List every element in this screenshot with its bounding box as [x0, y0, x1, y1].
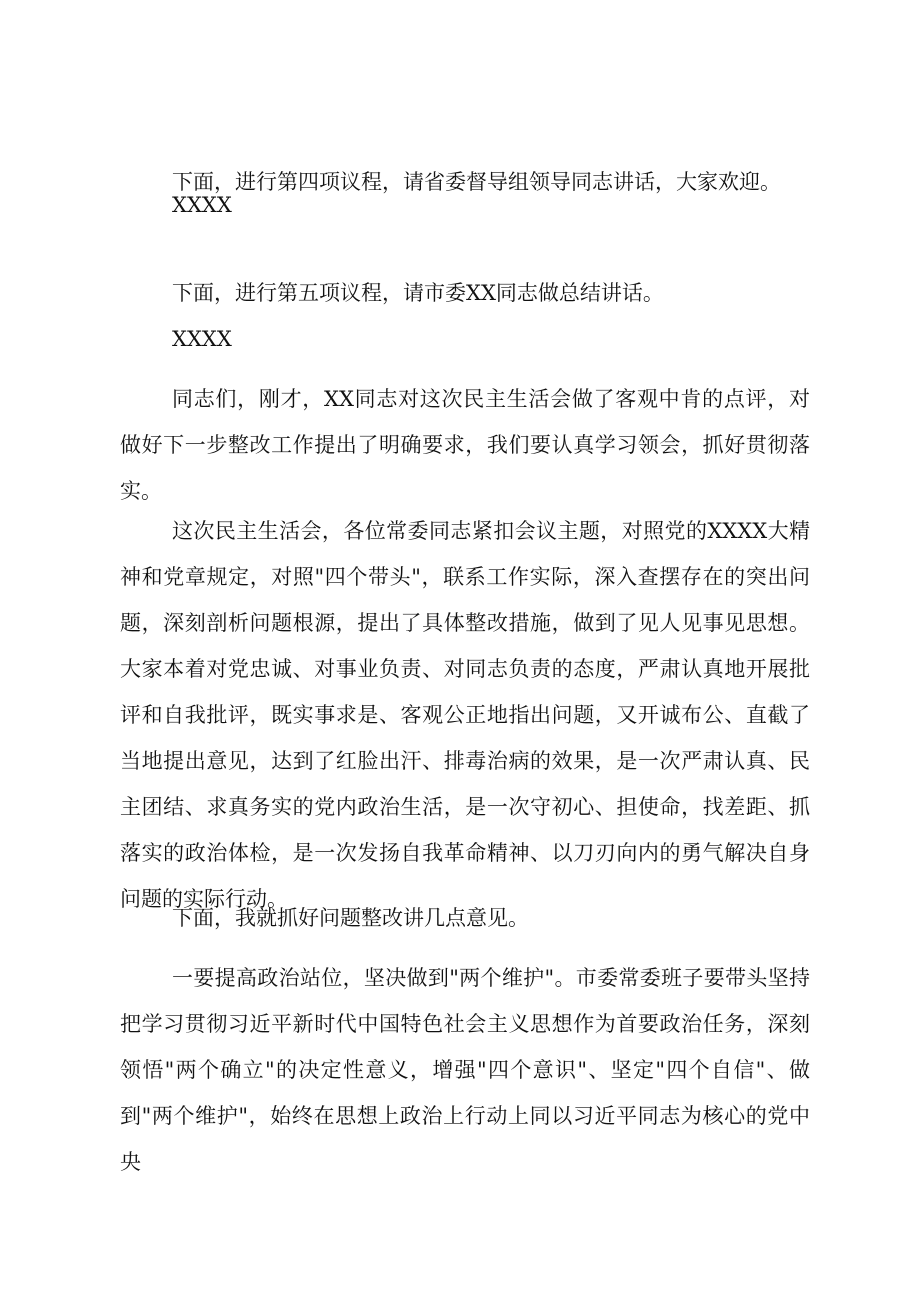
paragraph-opinions-intro: 下面，我就抓好问题整改讲几点意见。 [172, 906, 529, 930]
paragraph-placeholder-2: XXXX [172, 327, 232, 351]
paragraph-comrades: 同志们，刚才，XX同志对这次民主生活会做了客观中肯的点评，对做好下一步整改工作提出了明确要求，我们要认真学习领会，抓好贯彻落实。 [120, 387, 810, 503]
paragraph-agenda-five: 下面，进行第五项议程，请市委XX同志做总结讲话。 [172, 281, 664, 305]
paragraph-agenda-four: 下面，进行第四项议程，请省委督导组领导同志讲话，大家欢迎。 [172, 170, 781, 194]
paragraph-meeting-summary: 这次民主生活会，各位常委同志紧扣会议主题，对照党的XXXX大精神和党章规定，对照"四个带头"，联系工作实际，深入查摆存在的突出问题，深刻剖析问题根源，提出了具体整改措施，做到了见人见事见思想。大家本着对党忠诚、对事业负责、对同志负责的态度，严肃认真地开展批评和自我批评，既实事求是、客观公正地指出问题，又开诚布公、直截了当地提出意见，达到了红脸出汗、排毒治病的效果，是一次严肃认真、民主团结、求真务实的党内政治生活，是一次守初心、担使命，找差距、抓落实的政治体检，是一次发扬自我革命精神、以刀刃向内的勇气解决自身问题的实际行动。 [120, 519, 810, 911]
paragraph-point-one: 一要提高政治站位，坚决做到"两个维护"。市委常委班子要带头坚持把学习贯彻习近平新时代中国特色社会主义思想作为首要政治任务，深刻领悟"两个确立"的决定性意义，增强"四个意识"、坚定"四个自信"、做到"两个维护"，始终在思想上政治上行动上同以习近平同志为核心的党中央 [120, 966, 810, 1174]
paragraph-placeholder-1: XXXX [172, 193, 232, 217]
